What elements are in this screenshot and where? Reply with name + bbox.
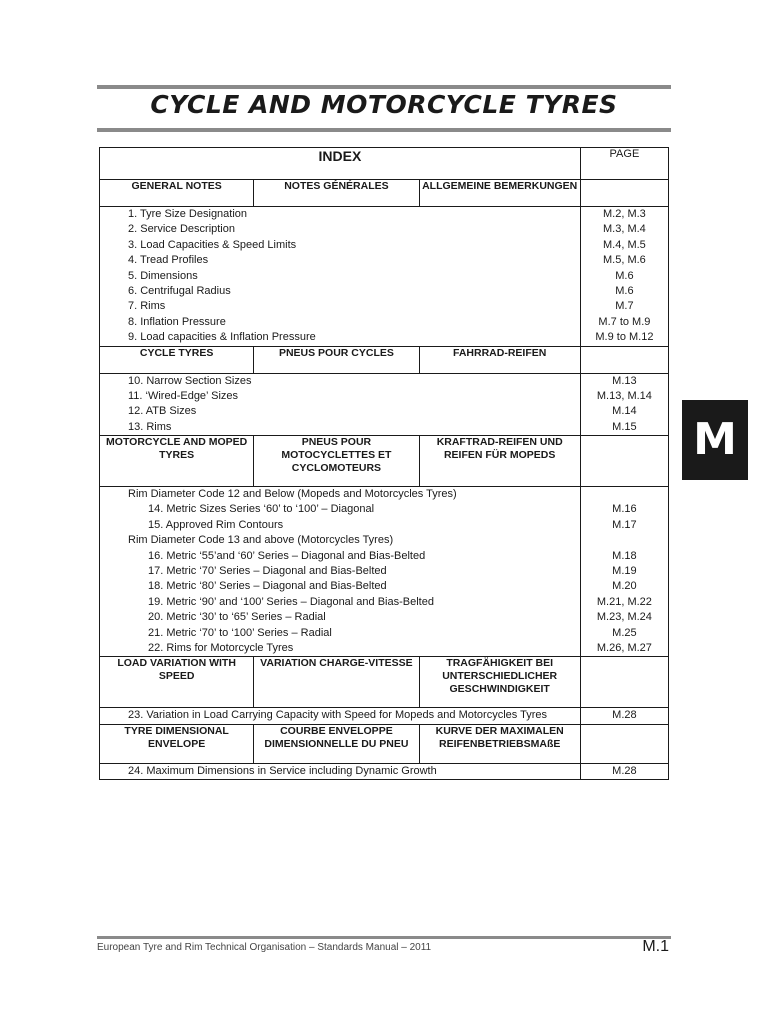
section-header-fr: PNEUS POUR MOTOCYCLETTES ET CYCLOMOTEURS (254, 436, 419, 487)
index-entry-page: M.4, M.5 (603, 238, 646, 251)
index-entry-page: M.23, M.24 (596, 611, 652, 624)
section-items-row (100, 763, 669, 779)
section-pages-cell (580, 373, 668, 436)
index-entry: 7. Rims (128, 300, 166, 313)
section-header-row (100, 180, 669, 207)
section-items-cell (100, 373, 581, 436)
index-entry-page: M.28 (612, 709, 637, 722)
index-entry-page: M.19 (612, 565, 637, 578)
section-header-row (100, 346, 669, 373)
section-header-en: TYRE DIMENSIONAL ENVELOPE (100, 724, 254, 763)
section-header-de: ALLGEMEINE BEMERKUNGEN (419, 180, 580, 207)
index-entry: Rim Diameter Code 13 and above (Motorcycles Tyres) (128, 534, 394, 547)
section-pages-cell (580, 708, 668, 724)
section-header-en: MOTORCYCLE AND MOPED TYRES (100, 436, 254, 487)
title-underline-rule (97, 128, 671, 132)
footer-text: European Tyre and Rim Technical Organisation – Standards Manual – 2011 (97, 942, 432, 953)
section-header-fr: PNEUS POUR CYCLES (254, 346, 419, 373)
index-entry-page: M.28 (612, 764, 637, 777)
index-entry-page: M.17 (612, 518, 637, 531)
section-items-row (100, 373, 669, 436)
index-entry: 8. Inflation Pressure (128, 315, 226, 328)
page-column-heading: PAGE (580, 148, 668, 180)
index-entry-page: M.13 (612, 374, 637, 387)
index-entry: 3. Load Capacities & Speed Limits (128, 238, 297, 251)
section-header-row (100, 724, 669, 763)
section-items-row (100, 708, 669, 724)
index-entry-page: M.26, M.27 (596, 641, 652, 654)
section-header-row (100, 436, 669, 487)
index-entry-page: M.14 (612, 405, 637, 418)
section-items-cell (100, 207, 581, 347)
footer-page-number: M.1 (642, 938, 669, 955)
index-entry: 10. Narrow Section Sizes (128, 374, 252, 387)
section-header-en: CYCLE TYRES (100, 346, 254, 373)
index-entry: 9. Load capacities & Inflation Pressure (128, 331, 316, 344)
index-entry: 24. Maximum Dimensions in Service including Dynamic Growth (128, 764, 437, 777)
section-items-cell (100, 708, 581, 724)
section-header-fr: NOTES GÉNÉRALES (254, 180, 419, 207)
index-entry: 11. ‘Wired-Edge’ Sizes (128, 389, 239, 402)
index-entry: 23. Variation in Load Carrying Capacity with Speed for Mopeds and Motorcycles Tyres (128, 709, 548, 722)
section-items-row (100, 207, 669, 347)
index-entry: 21. Metric ‘70’ to ‘100’ Series – Radial (148, 626, 332, 639)
section-header-page-cell (580, 346, 668, 373)
index-entry: 22. Rims for Motorcycle Tyres (148, 641, 294, 654)
index-entry: 20. Metric ‘30’ to ‘65’ Series – Radial (148, 611, 326, 624)
page-title: CYCLE AND MOTORCYCLE TYRES (150, 90, 618, 119)
index-entry-page: M.6 (615, 269, 634, 282)
section-header-de: FAHRRAD-REIFEN (419, 346, 580, 373)
index-entry: 17. Metric ‘70’ Series – Diagonal and Bias-Belted (148, 565, 387, 578)
section-items-cell (100, 763, 581, 779)
index-entry: 19. Metric ‘90’ and ‘100’ Series – Diagonal and Bias-Belted (148, 595, 434, 608)
index-entry-page (581, 533, 668, 548)
index-entry: 6. Centrifugal Radius (128, 284, 231, 297)
index-entry: 15. Approved Rim Contours (148, 518, 284, 531)
index-entry-page: M.25 (612, 626, 637, 639)
section-header-row (100, 657, 669, 708)
section-header-page-cell (580, 724, 668, 763)
section-pages-cell (580, 487, 668, 657)
section-header-page-cell (580, 436, 668, 487)
index-entry-page: M.3, M.4 (603, 223, 646, 236)
index-entry: 12. ATB Sizes (128, 405, 197, 418)
section-header-de: KURVE DER MAXIMALEN REIFENBETRIEBSMAßE (419, 724, 580, 763)
index-header-row (100, 148, 669, 180)
section-pages-cell (580, 207, 668, 347)
section-header-de: TRAGFÄHIGKEIT BEI UNTERSCHIEDLICHER GESCHWINDIGKEIT (419, 657, 580, 708)
index-entry: 14. Metric Sizes Series ‘60’ to ‘100’ – Diagonal (148, 503, 375, 516)
index-entry-page: M.2, M.3 (603, 208, 646, 220)
index-entry-page: M.7 (615, 300, 634, 313)
section-header-en: GENERAL NOTES (100, 180, 254, 207)
index-entry-page: M.9 to M.12 (595, 331, 654, 344)
top-rule (97, 85, 671, 89)
index-entry-page: M.18 (612, 549, 637, 562)
index-entry-page (581, 487, 668, 502)
index-entry-page: M.6 (615, 284, 634, 297)
index-entry: 16. Metric ‘55’and ‘60’ Series – Diagonal and Bias-Belted (148, 549, 426, 562)
index-entry-page: M.21, M.22 (596, 595, 652, 608)
index-entry-page: M.13, M.14 (596, 389, 652, 402)
section-header-fr: COURBE ENVELOPPE DIMENSIONNELLE DU PNEU (254, 724, 419, 763)
section-header-page-cell (580, 180, 668, 207)
section-pages-cell (580, 763, 668, 779)
index-entry-page: M.15 (612, 420, 637, 433)
footer-rule (97, 936, 671, 939)
section-tab: M (682, 400, 748, 480)
index-entry-page: M.5, M.6 (603, 254, 646, 267)
section-header-page-cell (580, 657, 668, 708)
index-entry: Rim Diameter Code 12 and Below (Mopeds and Motorcycles Tyres) (128, 488, 457, 501)
section-items-cell (100, 487, 581, 657)
index-heading: INDEX (100, 148, 581, 180)
index-entry: 18. Metric ‘80’ Series – Diagonal and Bias-Belted (148, 580, 387, 593)
index-entry: 13. Rims (128, 420, 172, 433)
index-entry: 1. Tyre Size Designation (128, 208, 248, 220)
section-header-fr: VARIATION CHARGE-VITESSE (254, 657, 419, 708)
index-entry-page: M.16 (612, 503, 637, 516)
index-table (99, 147, 669, 780)
index-entry-page: M.7 to M.9 (598, 315, 651, 328)
section-items-row (100, 487, 669, 657)
index-entry-page: M.20 (612, 580, 637, 593)
section-header-en: LOAD VARIATION WITH SPEED (100, 657, 254, 708)
index-entry: 5. Dimensions (128, 269, 198, 282)
section-header-de: KRAFTRAD-REIFEN UND REIFEN FÜR MOPEDS (419, 436, 580, 487)
index-entry: 2. Service Description (128, 223, 235, 236)
index-entry: 4. Tread Profiles (128, 254, 209, 267)
